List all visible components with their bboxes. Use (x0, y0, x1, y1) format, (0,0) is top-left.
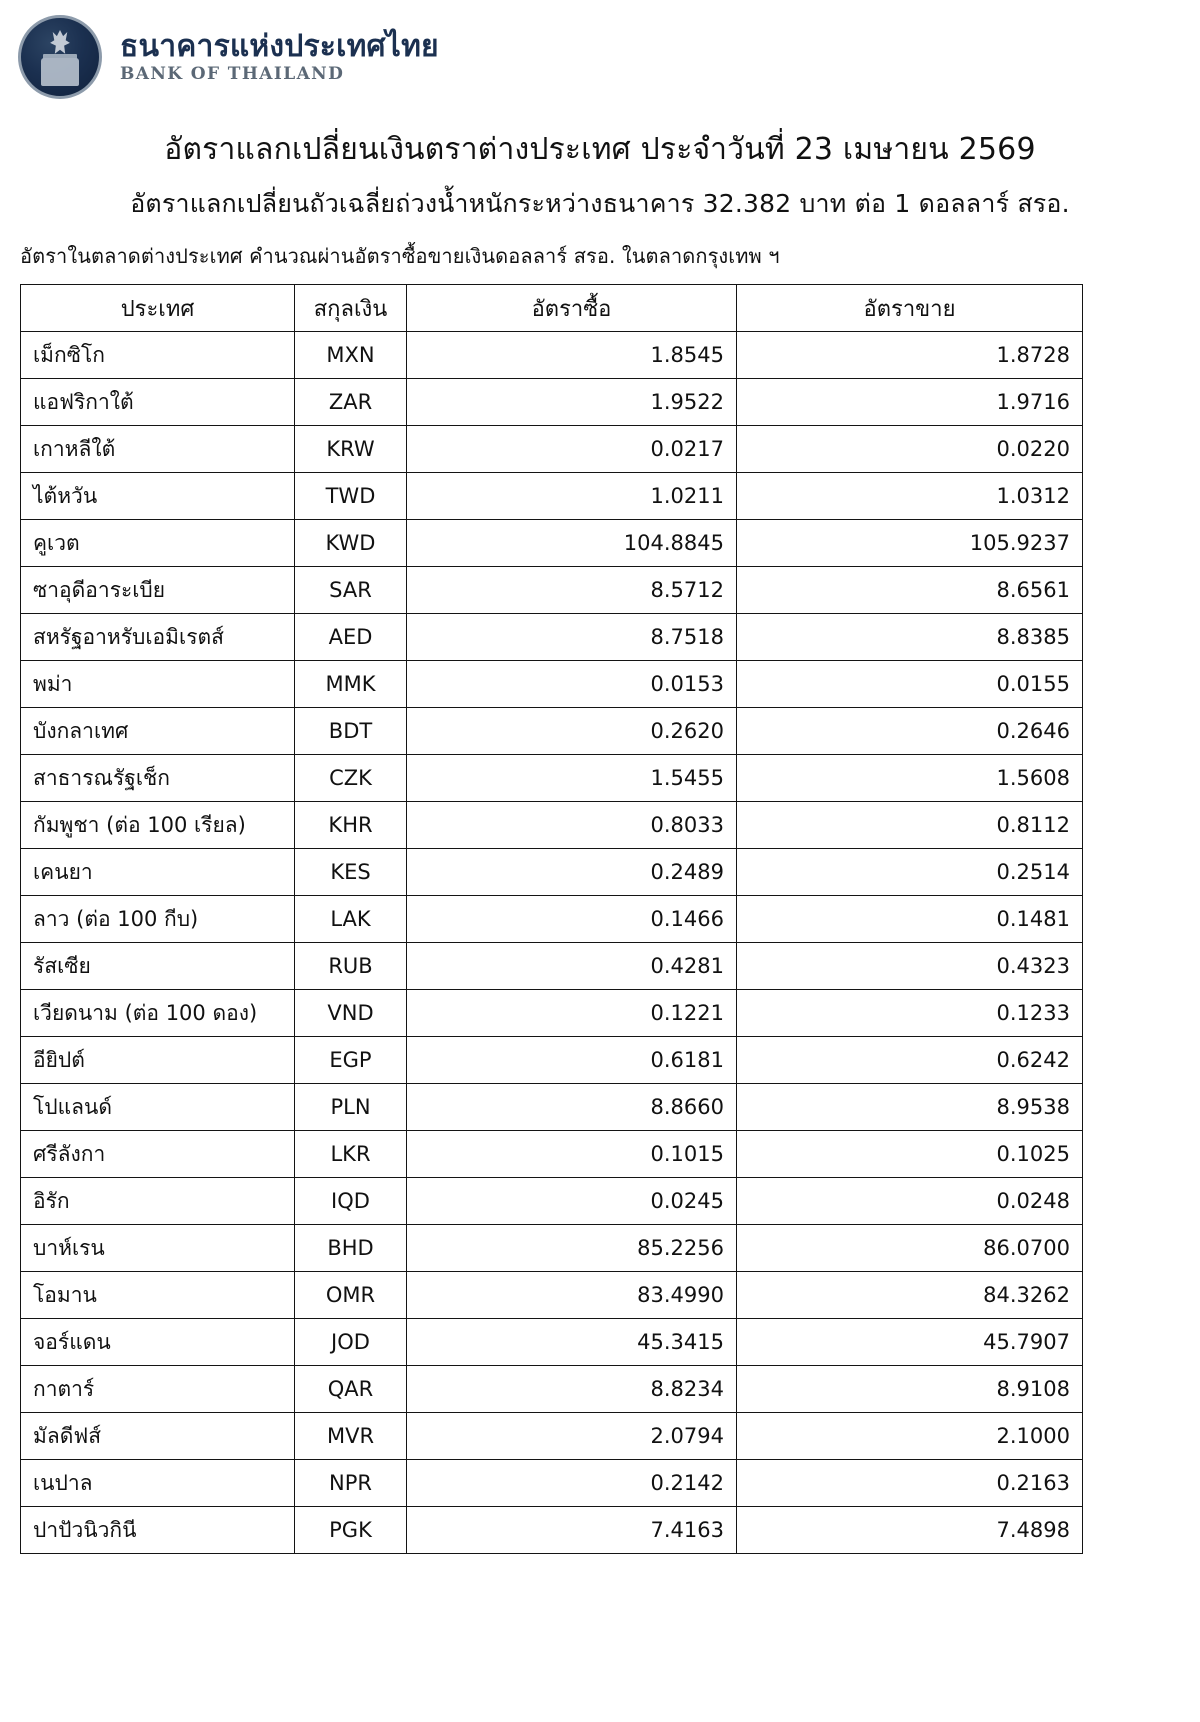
cell-country: รัสเซีย (21, 943, 295, 990)
cell-sell-rate: 0.1025 (737, 1131, 1083, 1178)
cell-buy-rate: 8.8234 (407, 1366, 737, 1413)
page-header (0, 0, 1200, 104)
table-header (21, 285, 1083, 332)
table-row (21, 332, 1083, 379)
cell-buy-rate: 0.1015 (407, 1131, 737, 1178)
table-row (21, 1272, 1083, 1319)
cell-buy-rate: 0.4281 (407, 943, 737, 990)
cell-country: ไต้หวัน (21, 473, 295, 520)
column-header-buy-rate: อัตราซื้อ (407, 285, 737, 332)
cell-currency: JOD (295, 1319, 407, 1366)
cell-buy-rate: 0.0245 (407, 1178, 737, 1225)
cell-sell-rate: 0.1481 (737, 896, 1083, 943)
cell-country: เนปาล (21, 1460, 295, 1507)
cell-sell-rate: 0.0155 (737, 661, 1083, 708)
cell-currency: ZAR (295, 379, 407, 426)
cell-sell-rate: 0.2646 (737, 708, 1083, 755)
cell-sell-rate: 1.5608 (737, 755, 1083, 802)
cell-currency: PGK (295, 1507, 407, 1554)
cell-currency: RUB (295, 943, 407, 990)
cell-buy-rate: 2.0794 (407, 1413, 737, 1460)
cell-sell-rate: 0.2514 (737, 849, 1083, 896)
cell-sell-rate: 86.0700 (737, 1225, 1083, 1272)
table-row (21, 379, 1083, 426)
table-row (21, 896, 1083, 943)
cell-sell-rate: 1.8728 (737, 332, 1083, 379)
cell-currency: PLN (295, 1084, 407, 1131)
cell-buy-rate: 83.4990 (407, 1272, 737, 1319)
cell-currency: AED (295, 614, 407, 661)
table-row (21, 1178, 1083, 1225)
table-row (21, 943, 1083, 990)
column-header-currency: สกุลเงิน (295, 285, 407, 332)
cell-country: สาธารณรัฐเช็ก (21, 755, 295, 802)
cell-currency: EGP (295, 1037, 407, 1084)
cell-country: บาห์เรน (21, 1225, 295, 1272)
table-row (21, 1413, 1083, 1460)
cell-buy-rate: 1.5455 (407, 755, 737, 802)
cell-currency: SAR (295, 567, 407, 614)
cell-country: ลาว (ต่อ 100 กีบ) (21, 896, 295, 943)
cell-country: ปาปัวนิวกินี (21, 1507, 295, 1554)
table-row (21, 614, 1083, 661)
cell-sell-rate: 0.4323 (737, 943, 1083, 990)
cell-currency: KRW (295, 426, 407, 473)
cell-buy-rate: 1.9522 (407, 379, 737, 426)
cell-country: ศรีลังกา (21, 1131, 295, 1178)
brand-name-english: BANK OF THAILAND (120, 64, 345, 85)
cell-country: สหรัฐอาหรับเอมิเรตส์ (21, 614, 295, 661)
cell-sell-rate: 0.6242 (737, 1037, 1083, 1084)
cell-country: มัลดีฟส์ (21, 1413, 295, 1460)
cell-currency: NPR (295, 1460, 407, 1507)
cell-country: อียิปต์ (21, 1037, 295, 1084)
cell-sell-rate: 84.3262 (737, 1272, 1083, 1319)
table-row (21, 755, 1083, 802)
table-row (21, 426, 1083, 473)
cell-buy-rate: 0.2489 (407, 849, 737, 896)
cell-sell-rate: 7.4898 (737, 1507, 1083, 1554)
cell-currency: CZK (295, 755, 407, 802)
cell-buy-rate: 0.0153 (407, 661, 737, 708)
brand-text (120, 28, 439, 85)
table-row (21, 708, 1083, 755)
cell-buy-rate: 0.1221 (407, 990, 737, 1037)
cell-currency: KES (295, 849, 407, 896)
cell-country: กาตาร์ (21, 1366, 295, 1413)
column-header-sell-rate: อัตราขาย (737, 285, 1083, 332)
table-row (21, 1084, 1083, 1131)
page-note: อัตราในตลาดต่างประเทศ คำนวณผ่านอัตราซื้อขายเงินดอลลาร์ สรอ. ในตลาดกรุงเทพ ฯ (20, 244, 780, 268)
cell-sell-rate: 1.0312 (737, 473, 1083, 520)
exchange-rate-table-wrapper (0, 284, 1200, 1554)
cell-sell-rate: 45.7907 (737, 1319, 1083, 1366)
cell-sell-rate: 105.9237 (737, 520, 1083, 567)
cell-currency: KWD (295, 520, 407, 567)
page-subtitle: อัตราแลกเปลี่ยนถัวเฉลี่ยถ่วงน้ำหนักระหว่างธนาคาร 32.382 บาท ต่อ 1 ดอลลาร์ สรอ. (130, 189, 1070, 218)
table-row (21, 1460, 1083, 1507)
table-header-row (21, 285, 1083, 332)
table-row (21, 1366, 1083, 1413)
cell-sell-rate: 8.9108 (737, 1366, 1083, 1413)
table-row (21, 1037, 1083, 1084)
cell-currency: LKR (295, 1131, 407, 1178)
table-row (21, 1131, 1083, 1178)
cell-buy-rate: 8.5712 (407, 567, 737, 614)
cell-country: บังกลาเทศ (21, 708, 295, 755)
cell-currency: IQD (295, 1178, 407, 1225)
cell-currency: VND (295, 990, 407, 1037)
cell-currency: MMK (295, 661, 407, 708)
cell-buy-rate: 0.8033 (407, 802, 737, 849)
brand-name-thai: ธนาคารแห่งประเทศไทย (120, 28, 439, 64)
table-row (21, 661, 1083, 708)
table-row (21, 1225, 1083, 1272)
cell-buy-rate: 0.2620 (407, 708, 737, 755)
cell-country: พม่า (21, 661, 295, 708)
cell-sell-rate: 1.9716 (737, 379, 1083, 426)
cell-sell-rate: 0.8112 (737, 802, 1083, 849)
cell-buy-rate: 0.0217 (407, 426, 737, 473)
cell-sell-rate: 0.1233 (737, 990, 1083, 1037)
cell-country: อิรัก (21, 1178, 295, 1225)
page-title: อัตราแลกเปลี่ยนเงินตราต่างประเทศ ประจำวันที่ 23 เมษายน 2569 (164, 132, 1036, 167)
cell-country: เคนยา (21, 849, 295, 896)
cell-buy-rate: 8.7518 (407, 614, 737, 661)
table-row (21, 520, 1083, 567)
column-header-country: ประเทศ (21, 285, 295, 332)
cell-country: จอร์แดน (21, 1319, 295, 1366)
cell-country: เกาหลีใต้ (21, 426, 295, 473)
cell-buy-rate: 1.0211 (407, 473, 737, 520)
cell-country: โปแลนด์ (21, 1084, 295, 1131)
title-block (0, 126, 1200, 272)
table-row (21, 473, 1083, 520)
cell-country: โอมาน (21, 1272, 295, 1319)
cell-sell-rate: 0.0248 (737, 1178, 1083, 1225)
cell-currency: BDT (295, 708, 407, 755)
cell-country: เม็กซิโก (21, 332, 295, 379)
cell-sell-rate: 0.0220 (737, 426, 1083, 473)
cell-country: คูเวต (21, 520, 295, 567)
bank-of-thailand-seal-icon (18, 15, 102, 99)
cell-buy-rate: 0.1466 (407, 896, 737, 943)
cell-currency: MVR (295, 1413, 407, 1460)
exchange-rate-table (20, 284, 1083, 1554)
cell-buy-rate: 0.2142 (407, 1460, 737, 1507)
table-row (21, 849, 1083, 896)
cell-currency: TWD (295, 473, 407, 520)
cell-buy-rate: 0.6181 (407, 1037, 737, 1084)
cell-buy-rate: 1.8545 (407, 332, 737, 379)
cell-buy-rate: 85.2256 (407, 1225, 737, 1272)
table-body (21, 332, 1083, 1554)
cell-buy-rate: 45.3415 (407, 1319, 737, 1366)
cell-buy-rate: 104.8845 (407, 520, 737, 567)
cell-country: แอฟริกาใต้ (21, 379, 295, 426)
cell-currency: LAK (295, 896, 407, 943)
table-row (21, 990, 1083, 1037)
cell-country: กัมพูชา (ต่อ 100 เรียล) (21, 802, 295, 849)
cell-currency: BHD (295, 1225, 407, 1272)
cell-currency: OMR (295, 1272, 407, 1319)
cell-buy-rate: 7.4163 (407, 1507, 737, 1554)
cell-buy-rate: 8.8660 (407, 1084, 737, 1131)
table-row (21, 567, 1083, 614)
cell-sell-rate: 8.6561 (737, 567, 1083, 614)
table-row (21, 1319, 1083, 1366)
cell-country: ซาอุดีอาระเบีย (21, 567, 295, 614)
cell-currency: QAR (295, 1366, 407, 1413)
cell-sell-rate: 8.8385 (737, 614, 1083, 661)
cell-sell-rate: 8.9538 (737, 1084, 1083, 1131)
table-row (21, 1507, 1083, 1554)
cell-currency: MXN (295, 332, 407, 379)
cell-sell-rate: 0.2163 (737, 1460, 1083, 1507)
cell-country: เวียดนาม (ต่อ 100 ดอง) (21, 990, 295, 1037)
table-row (21, 802, 1083, 849)
cell-sell-rate: 2.1000 (737, 1413, 1083, 1460)
cell-currency: KHR (295, 802, 407, 849)
